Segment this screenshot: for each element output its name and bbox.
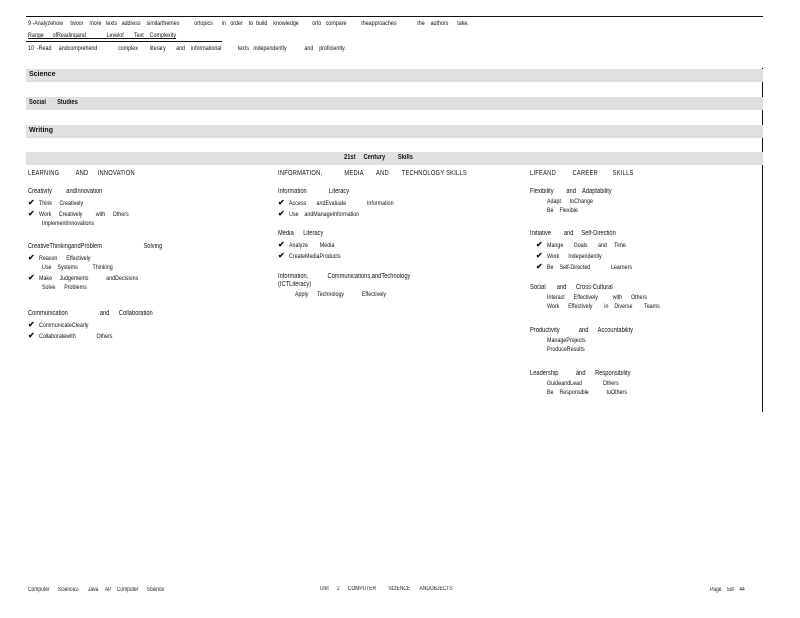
check-icon: ✔ [28, 331, 35, 340]
group-label: Communication and Collaboration [28, 310, 153, 317]
top-rule [26, 16, 763, 17]
group-initiative [530, 230, 650, 271]
section-social-studies: Social Studies [26, 97, 763, 110]
list-item: ImplementInnovations [42, 220, 95, 227]
list-item: Adapt toChange [547, 198, 593, 205]
right-border [762, 68, 763, 412]
list-item: ✔ Work Independently [536, 251, 602, 260]
list-item: ✔ Make Judgements andDecisions [28, 273, 138, 282]
group-social-cross-cultural [530, 284, 685, 310]
list-item: GuideandLead Others [547, 380, 619, 387]
group-ict-literacy [278, 273, 439, 298]
column-learning-innovation [28, 170, 268, 340]
group-productivity [530, 327, 656, 353]
list-item: ✔ CreateMediaProducts [278, 251, 341, 260]
standard-9-text: 9 -Analyzehow twoor more texts address similarthemes ortopics in order to build knowledge orto compare theapproaches the authors take. [28, 20, 469, 27]
group-creativity [28, 188, 148, 227]
column-title: INFORMATION, MEDIA AND TECHNOLOGY SKILLS [278, 170, 468, 177]
check-icon: ✔ [536, 251, 543, 260]
column-life-career [530, 170, 760, 396]
check-icon: ✔ [28, 198, 35, 207]
group-label: Information, Communications,andTechnology [278, 273, 411, 280]
check-icon: ✔ [278, 240, 285, 249]
check-icon: ✔ [536, 262, 543, 271]
column-title: LEARNING AND INNOVATION [28, 170, 135, 177]
check-icon: ✔ [536, 240, 543, 249]
group-label: CreativeThinkingandProblem Solving [28, 243, 163, 250]
group-media-literacy [278, 230, 352, 260]
section-writing: Writing [26, 125, 763, 138]
group-flexibility [530, 188, 630, 214]
check-icon: ✔ [28, 209, 35, 218]
check-icon: ✔ [278, 198, 285, 207]
list-item: ✔ Mange Goals and Time [536, 240, 626, 249]
group-information-literacy [278, 188, 416, 218]
list-item: Apply Technology Effectively [295, 291, 387, 298]
group-label: Media Literacy [278, 230, 324, 237]
section-science: Science [26, 69, 763, 82]
column-title: LIFEAND CAREER SKILLS [530, 170, 634, 177]
list-item: Use Systems Thinking [42, 264, 113, 271]
group-label: Information Literacy [278, 188, 350, 195]
century-title: 21st Century Skills [344, 154, 413, 161]
list-item: ✔ Be Self-Directed Learners [536, 262, 632, 271]
list-item: ✔ CommunicateClearly [28, 320, 89, 329]
list-item: ✔ Analyze Media [278, 240, 335, 249]
group-label: Creativity andInnovation [28, 188, 103, 195]
group-label-continued: (ICTLiteracy) [278, 281, 312, 288]
list-item: ManageProjects [547, 337, 586, 344]
list-item: Solve Problems [42, 284, 87, 291]
list-item: Be Responsible toOthers [547, 389, 627, 396]
list-item: ProduceResults [547, 346, 585, 353]
footer-left: Computer Science2- Java AP Computer Science [28, 587, 165, 593]
check-icon: ✔ [28, 253, 35, 262]
check-icon: ✔ [28, 320, 35, 329]
footer-page-number: Page 5of 44 [710, 587, 745, 593]
group-label: Social and Cross-Cultural [530, 284, 613, 291]
check-icon: ✔ [28, 273, 35, 282]
list-item: ✔ Reason Effectively [28, 253, 91, 262]
group-leadership [530, 370, 653, 396]
group-creative-thinking [28, 243, 192, 291]
range-underline [26, 41, 222, 42]
group-label: Flexibility and Adaptability [530, 188, 612, 195]
group-communication [28, 310, 180, 340]
group-label: Productivity and Accountability [530, 327, 634, 334]
list-item: Be Flexible [547, 207, 578, 214]
group-label: Initiative and Self-Direction [530, 230, 616, 237]
range-heading: Range ofReadingand Levelof Text Complexity [28, 32, 177, 39]
column-information-media [278, 170, 518, 298]
list-item: Interact Effectively with Others [547, 294, 648, 301]
check-icon: ✔ [278, 251, 285, 260]
list-item: ✔ Think Creatively [28, 198, 83, 207]
list-item: ✔ Collaboratewith Others [28, 331, 113, 340]
section-21st-century [26, 152, 763, 165]
check-icon: ✔ [278, 209, 285, 218]
list-item: Work Effectively in Diverse Teams [547, 303, 660, 310]
list-item: ✔ Access andEvaluate Information [278, 198, 394, 207]
list-item: ✔ Work Creatively with Others [28, 209, 129, 218]
standard-10-text: 10 -Read andcomprehend complex literary and informational texts independently and proficiently. [28, 45, 346, 52]
group-label: Leadership and Responsibility [530, 370, 631, 377]
footer-center: Unit 2 COMPUTER SCIENCE ANDOBJECTS [320, 586, 453, 592]
list-item: ✔ Use andManageInformation [278, 209, 359, 218]
